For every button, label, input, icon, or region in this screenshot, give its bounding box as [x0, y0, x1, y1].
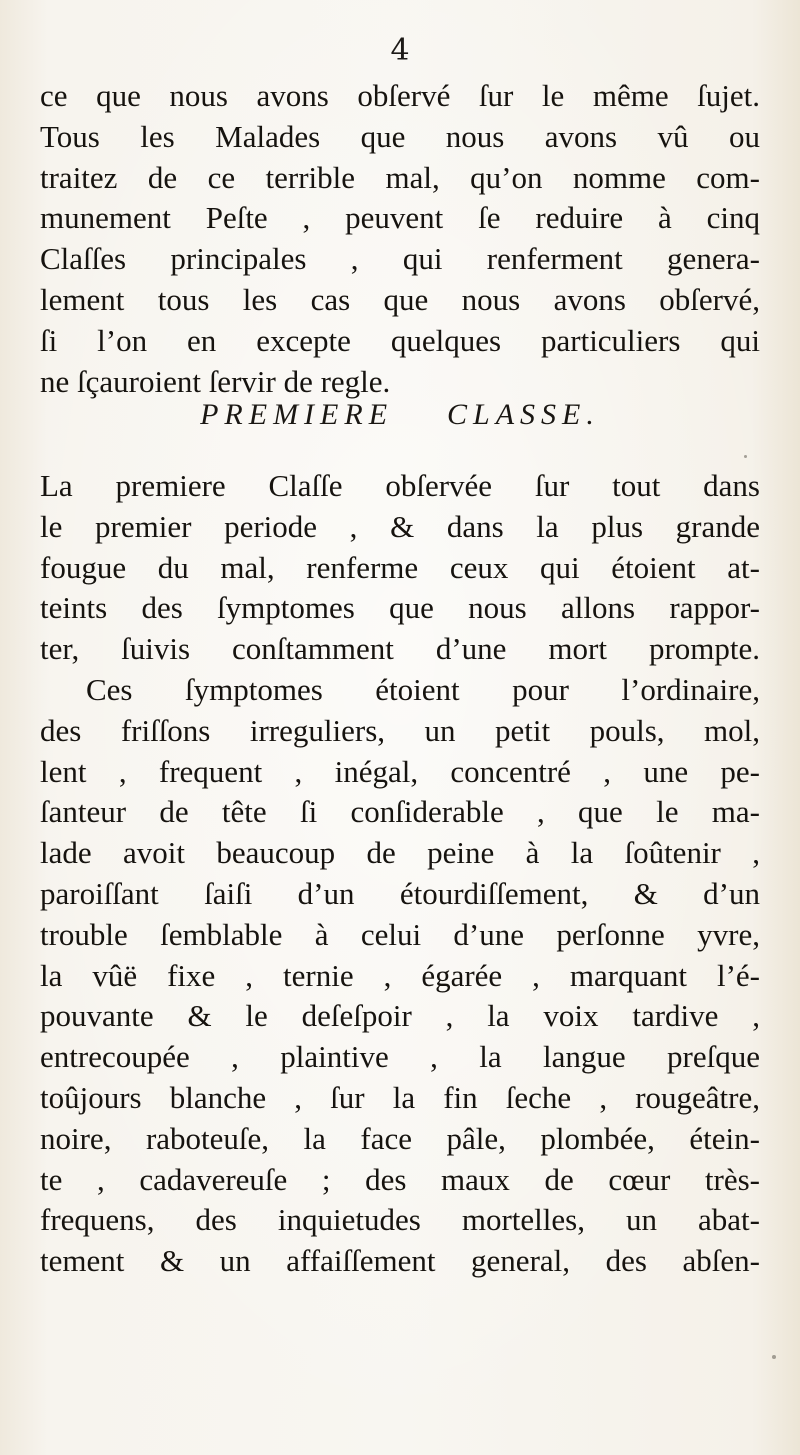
text-line: paroiſſant ſaiſi d’un étourdiſſement, & d’un: [40, 875, 760, 911]
text-line: le premier periode , & dans la plus grande: [40, 508, 760, 544]
heading-word: CLASSE.: [447, 398, 600, 431]
text-line: te , cadavereuſe ; des maux de cœur très-: [40, 1161, 760, 1197]
text-line: ter, ſuivis conſtamment d’une mort prompte.: [40, 631, 760, 667]
text-line: des friſſons irreguliers, un petit pouls, mol,: [40, 712, 760, 748]
text-line: lade avoit beaucoup de peine à la ſoûtenir ,: [40, 835, 760, 871]
text-line: Ces ſymptomes étoient pour l’ordinaire,: [86, 671, 760, 707]
text-line: frequens, des inquietudes mortelles, un abat-: [40, 1202, 760, 1238]
section-heading: [0, 398, 800, 432]
paragraph-premiere-classe: [40, 466, 760, 1282]
text-line: tement & un affaiſſement general, des abſen-: [40, 1243, 760, 1279]
paper-speck: [772, 1355, 776, 1359]
paragraph-intro: [40, 76, 760, 402]
text-line: entrecoupée , plaintive , la langue preſque: [40, 1039, 760, 1075]
text-line: Tous les Malades que nous avons vû ou: [40, 118, 760, 154]
text-line: traitez de ce terrible mal, qu’on nomme com-: [40, 159, 760, 195]
text-line: Claſſes principales , qui renferment genera-: [40, 241, 760, 277]
text-line: ce que nous avons obſervé ſur le même ſujet.: [40, 78, 760, 113]
text-line: toûjours blanche , ſur la fin ſeche , rougeâtre,: [40, 1079, 760, 1115]
text-line: pouvante & le deſeſpoir , la voix tardive ,: [40, 998, 760, 1034]
page-number: 4: [390, 33, 410, 68]
heading-word: PREMIERE: [200, 398, 394, 431]
text-line: la vûë fixe , ternie , égarée , marquant l’é-: [40, 957, 760, 993]
text-line: fougue du mal, renferme ceux qui étoient at-: [40, 549, 760, 585]
text-line: trouble ſemblable à celui d’une perſonne yvre,: [40, 916, 760, 952]
text-line: lent , frequent , inégal, concentré , une pe-: [40, 753, 760, 789]
text-line: noire, raboteuſe, la face pâle, plombée, étein-: [40, 1120, 760, 1156]
text-line: munement Peſte , peuvent ſe reduire à cinq: [40, 200, 760, 236]
text-line: lement tous les cas que nous avons obſervé,: [40, 281, 760, 317]
text-line: teints des ſymptomes que nous allons rappor-: [40, 590, 760, 626]
text-line: ſi l’on en excepte quelques particuliers qui: [40, 322, 760, 358]
text-line: ſanteur de tête ſi conſiderable , que le ma-: [40, 794, 760, 830]
text-line: La premiere Claſſe obſervée ſur tout dans: [40, 468, 760, 503]
paper-speck: [744, 455, 747, 458]
text-line: ne ſçauroient ſervir de regle.: [40, 363, 391, 399]
